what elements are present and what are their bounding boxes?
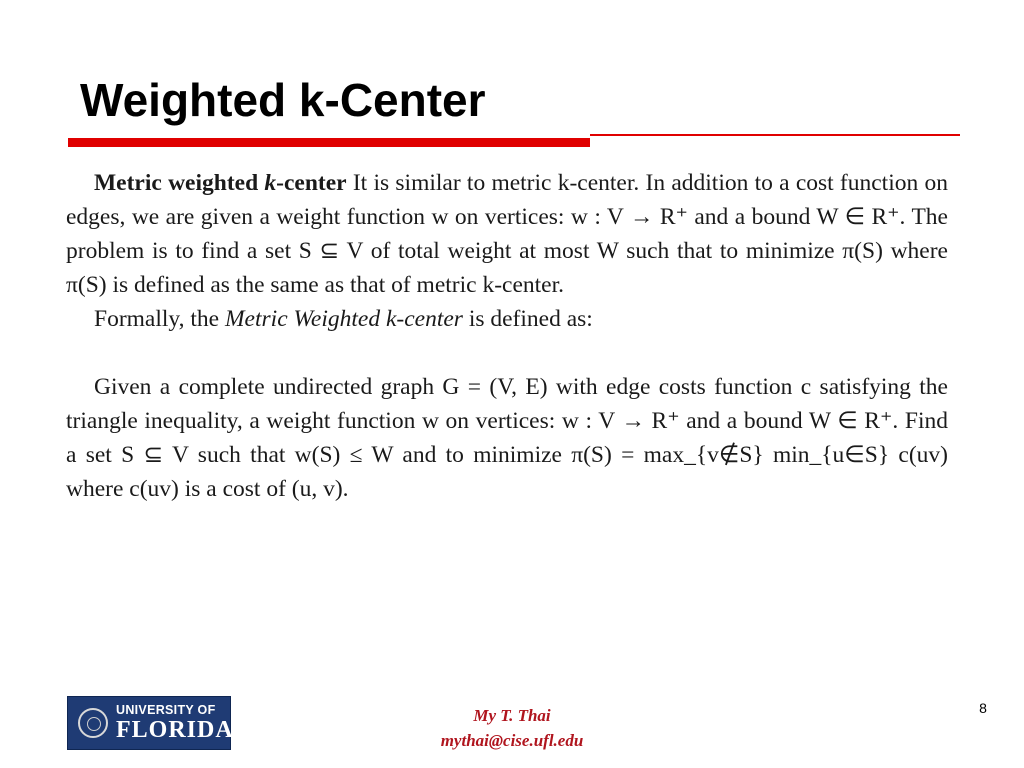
definition-heading-k: k [264, 170, 277, 196]
formal-intro [66, 302, 948, 336]
slide-content [66, 166, 948, 506]
definition-paragraph [66, 166, 948, 302]
logo-line-2: FLORIDA [116, 716, 234, 743]
title-underline-thin [590, 134, 960, 136]
problem-statement: Given a complete undirected graph G = (V, E) with edge costs function c satisfying the triangle inequality, a weight function w on vertices: w : V → R⁺ and a bound W ∈ R⁺. Find a set S ⊆ V such that w(S) ≤ W and to minimize π(S) = max_{v∉S} min_{u∈S} c(uv) where c(uv) is a cost of (u, v). [66, 374, 948, 502]
definition-heading: Metric weighted [94, 170, 265, 196]
footer-credit [412, 703, 612, 753]
university-logo [67, 696, 234, 750]
formal-intro-term: Metric Weighted k-center [224, 306, 463, 332]
definition-body: It is similar to metric k-center. In addition to a cost function on edges, we are given a weight function w on vertices: w : V → R⁺ and a bound W ∈ R⁺. The problem is to find a set S ⊆ V of total weight at most W such that to minimize π(S) where π(S) is defined as the same as that of metric k-center. [66, 170, 948, 298]
definition-heading-suffix: -center [276, 170, 347, 196]
footer-author: My T. Thai [473, 706, 551, 725]
seal-icon [78, 708, 108, 738]
logo-line-1: UNIVERSITY OF [116, 703, 216, 718]
formal-intro-after: is defined as: [462, 306, 593, 332]
title-underline-thick [68, 138, 590, 147]
formal-intro-before: Formally, the [94, 306, 225, 332]
slide-title: Weighted k-Center [80, 74, 486, 126]
slide-number: 8 [979, 700, 987, 716]
footer-email: mythai@cise.ufl.edu [440, 731, 584, 750]
